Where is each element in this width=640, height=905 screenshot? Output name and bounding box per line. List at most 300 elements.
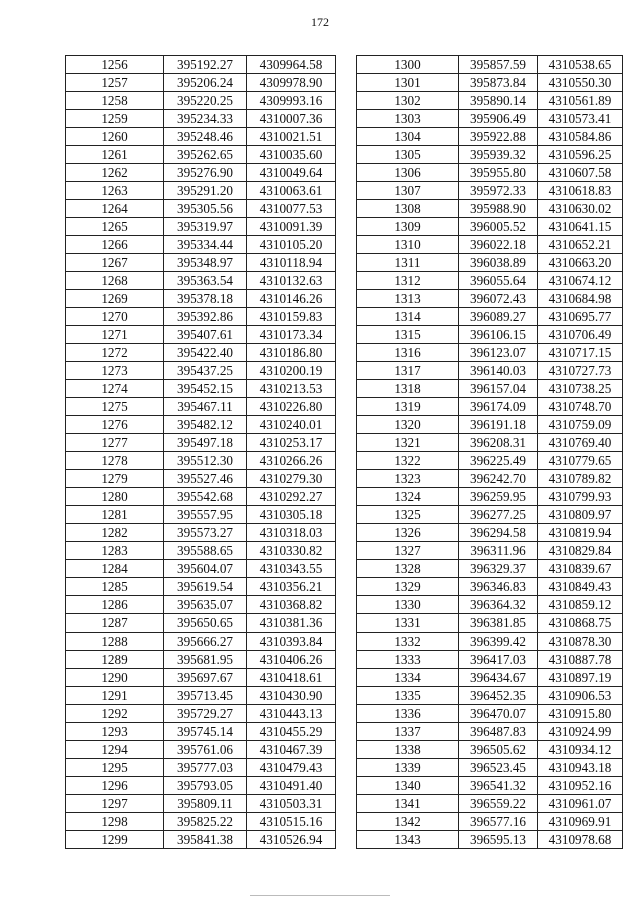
page-number: 172 (311, 15, 329, 29)
x-coordinate-cell: 395291.20 (164, 182, 247, 200)
table-row (66, 218, 336, 236)
y-coordinate-cell: 4310596.25 (538, 146, 623, 164)
table-row (66, 416, 336, 434)
coordinates-table-right (356, 55, 623, 849)
y-coordinate-cell: 4310684.98 (538, 290, 623, 308)
x-coordinate-cell: 395809.11 (164, 794, 247, 812)
table-row (357, 452, 623, 470)
x-coordinate-cell: 396470.07 (459, 704, 538, 722)
x-coordinate-cell: 395604.07 (164, 560, 247, 578)
x-coordinate-cell: 396434.67 (459, 668, 538, 686)
y-coordinate-cell: 4310550.30 (538, 74, 623, 92)
point-number-cell: 1321 (357, 434, 459, 452)
x-coordinate-cell: 395512.30 (164, 452, 247, 470)
table-row (357, 614, 623, 632)
point-number-cell: 1325 (357, 506, 459, 524)
point-number-cell: 1272 (66, 344, 164, 362)
point-number-cell: 1260 (66, 128, 164, 146)
y-coordinate-cell: 4310253.17 (247, 434, 336, 452)
x-coordinate-cell: 395955.80 (459, 164, 538, 182)
y-coordinate-cell: 4310159.83 (247, 308, 336, 326)
x-coordinate-cell: 395407.61 (164, 326, 247, 344)
point-number-cell: 1292 (66, 704, 164, 722)
y-coordinate-cell: 4310663.20 (538, 254, 623, 272)
y-coordinate-cell: 4310961.07 (538, 794, 623, 812)
x-coordinate-cell: 396022.18 (459, 236, 538, 254)
x-coordinate-cell: 396277.25 (459, 506, 538, 524)
point-number-cell: 1341 (357, 794, 459, 812)
x-coordinate-cell: 395666.27 (164, 632, 247, 650)
point-number-cell: 1259 (66, 110, 164, 128)
x-coordinate-cell: 395220.25 (164, 92, 247, 110)
y-coordinate-cell: 4310430.90 (247, 686, 336, 704)
x-coordinate-cell: 395305.56 (164, 200, 247, 218)
y-coordinate-cell: 4310330.82 (247, 542, 336, 560)
y-coordinate-cell: 4310318.03 (247, 524, 336, 542)
point-number-cell: 1312 (357, 272, 459, 290)
point-number-cell: 1317 (357, 362, 459, 380)
table-row (357, 326, 623, 344)
table-row (66, 614, 336, 632)
point-number-cell: 1276 (66, 416, 164, 434)
y-coordinate-cell: 4310618.83 (538, 182, 623, 200)
point-number-cell: 1322 (357, 452, 459, 470)
table-row (66, 830, 336, 848)
y-coordinate-cell: 4310759.09 (538, 416, 623, 434)
point-number-cell: 1269 (66, 290, 164, 308)
table-row (66, 506, 336, 524)
x-coordinate-cell: 395319.97 (164, 218, 247, 236)
x-coordinate-cell: 396072.43 (459, 290, 538, 308)
bottom-divider (250, 895, 390, 896)
table-row (357, 164, 623, 182)
point-number-cell: 1262 (66, 164, 164, 182)
x-coordinate-cell: 396140.03 (459, 362, 538, 380)
x-coordinate-cell: 395922.88 (459, 128, 538, 146)
y-coordinate-cell: 4310049.64 (247, 164, 336, 182)
point-number-cell: 1328 (357, 560, 459, 578)
table-row (357, 542, 623, 560)
table-row (66, 290, 336, 308)
x-coordinate-cell: 396311.96 (459, 542, 538, 560)
x-coordinate-cell: 395988.90 (459, 200, 538, 218)
table-row (357, 578, 623, 596)
table-row (66, 596, 336, 614)
x-coordinate-cell: 395793.05 (164, 776, 247, 794)
x-coordinate-cell: 395527.46 (164, 470, 247, 488)
table-row (66, 434, 336, 452)
y-coordinate-cell: 4310859.12 (538, 596, 623, 614)
y-coordinate-cell: 4310809.97 (538, 506, 623, 524)
y-coordinate-cell: 4310356.21 (247, 578, 336, 596)
point-number-cell: 1307 (357, 182, 459, 200)
y-coordinate-cell: 4310878.30 (538, 632, 623, 650)
point-number-cell: 1282 (66, 524, 164, 542)
y-coordinate-cell: 4310418.61 (247, 668, 336, 686)
table-row (66, 110, 336, 128)
table-row (357, 560, 623, 578)
point-number-cell: 1304 (357, 128, 459, 146)
point-number-cell: 1314 (357, 308, 459, 326)
table-row (66, 794, 336, 812)
table-row (357, 704, 623, 722)
y-coordinate-cell: 4310200.19 (247, 362, 336, 380)
point-number-cell: 1320 (357, 416, 459, 434)
x-coordinate-cell: 396346.83 (459, 578, 538, 596)
point-number-cell: 1329 (357, 578, 459, 596)
point-number-cell: 1264 (66, 200, 164, 218)
point-number-cell: 1318 (357, 380, 459, 398)
y-coordinate-cell: 4310943.18 (538, 758, 623, 776)
point-number-cell: 1265 (66, 218, 164, 236)
x-coordinate-cell: 396174.09 (459, 398, 538, 416)
table-row (66, 632, 336, 650)
y-coordinate-cell: 4309993.16 (247, 92, 336, 110)
y-coordinate-cell: 4310573.41 (538, 110, 623, 128)
table-row (357, 200, 623, 218)
y-coordinate-cell: 4310584.86 (538, 128, 623, 146)
table-row (66, 380, 336, 398)
point-number-cell: 1274 (66, 380, 164, 398)
x-coordinate-cell: 395248.46 (164, 128, 247, 146)
y-coordinate-cell: 4310748.70 (538, 398, 623, 416)
point-number-cell: 1291 (66, 686, 164, 704)
table-row (357, 290, 623, 308)
point-number-cell: 1334 (357, 668, 459, 686)
point-number-cell: 1343 (357, 830, 459, 848)
x-coordinate-cell: 395729.27 (164, 704, 247, 722)
x-coordinate-cell: 396157.04 (459, 380, 538, 398)
x-coordinate-cell: 396038.89 (459, 254, 538, 272)
y-coordinate-cell: 4310132.63 (247, 272, 336, 290)
point-number-cell: 1309 (357, 218, 459, 236)
y-coordinate-cell: 4310789.82 (538, 470, 623, 488)
y-coordinate-cell: 4310091.39 (247, 218, 336, 236)
y-coordinate-cell: 4310368.82 (247, 596, 336, 614)
x-coordinate-cell: 395588.65 (164, 542, 247, 560)
table-row (66, 488, 336, 506)
x-coordinate-cell: 395392.86 (164, 308, 247, 326)
y-coordinate-cell: 4310515.16 (247, 812, 336, 830)
point-number-cell: 1310 (357, 236, 459, 254)
y-coordinate-cell: 4310717.15 (538, 344, 623, 362)
point-number-cell: 1332 (357, 632, 459, 650)
x-coordinate-cell: 395573.27 (164, 524, 247, 542)
point-number-cell: 1290 (66, 668, 164, 686)
table-row (66, 128, 336, 146)
point-number-cell: 1305 (357, 146, 459, 164)
table-row (66, 740, 336, 758)
x-coordinate-cell: 395697.67 (164, 668, 247, 686)
table-row (66, 92, 336, 110)
y-coordinate-cell: 4309964.58 (247, 56, 336, 74)
table-row (66, 758, 336, 776)
point-number-cell: 1273 (66, 362, 164, 380)
y-coordinate-cell: 4310706.49 (538, 326, 623, 344)
point-number-cell: 1316 (357, 344, 459, 362)
table-row (66, 542, 336, 560)
point-number-cell: 1257 (66, 74, 164, 92)
x-coordinate-cell: 395467.11 (164, 398, 247, 416)
point-number-cell: 1337 (357, 722, 459, 740)
point-number-cell: 1266 (66, 236, 164, 254)
table-row (357, 758, 623, 776)
y-coordinate-cell: 4310641.15 (538, 218, 623, 236)
y-coordinate-cell: 4310240.01 (247, 416, 336, 434)
table-row (66, 236, 336, 254)
point-number-cell: 1281 (66, 506, 164, 524)
y-coordinate-cell: 4310007.36 (247, 110, 336, 128)
table-row (357, 74, 623, 92)
table-row (66, 362, 336, 380)
point-number-cell: 1339 (357, 758, 459, 776)
table-row (357, 812, 623, 830)
y-coordinate-cell: 4310406.26 (247, 650, 336, 668)
y-coordinate-cell: 4310021.51 (247, 128, 336, 146)
y-coordinate-cell: 4310491.40 (247, 776, 336, 794)
y-coordinate-cell: 4310849.43 (538, 578, 623, 596)
table-row (66, 254, 336, 272)
x-coordinate-cell: 395972.33 (459, 182, 538, 200)
x-coordinate-cell: 395542.68 (164, 488, 247, 506)
x-coordinate-cell: 396242.70 (459, 470, 538, 488)
table-row (66, 398, 336, 416)
y-coordinate-cell: 4310906.53 (538, 686, 623, 704)
x-coordinate-cell: 395276.90 (164, 164, 247, 182)
y-coordinate-cell: 4310969.91 (538, 812, 623, 830)
table-row (357, 524, 623, 542)
x-coordinate-cell: 396055.64 (459, 272, 538, 290)
x-coordinate-cell: 395681.95 (164, 650, 247, 668)
x-coordinate-cell: 395452.15 (164, 380, 247, 398)
x-coordinate-cell: 396123.07 (459, 344, 538, 362)
point-number-cell: 1285 (66, 578, 164, 596)
point-number-cell: 1300 (357, 56, 459, 74)
x-coordinate-cell: 396005.52 (459, 218, 538, 236)
table-row (66, 650, 336, 668)
point-number-cell: 1295 (66, 758, 164, 776)
x-coordinate-cell: 395825.22 (164, 812, 247, 830)
y-coordinate-cell: 4310607.58 (538, 164, 623, 182)
x-coordinate-cell: 396089.27 (459, 308, 538, 326)
table-row (357, 434, 623, 452)
point-number-cell: 1335 (357, 686, 459, 704)
y-coordinate-cell: 4310799.93 (538, 488, 623, 506)
y-coordinate-cell: 4310674.12 (538, 272, 623, 290)
table-row (66, 56, 336, 74)
table-row (66, 452, 336, 470)
y-coordinate-cell: 4310839.67 (538, 560, 623, 578)
y-coordinate-cell: 4310561.89 (538, 92, 623, 110)
table-row (357, 380, 623, 398)
table-row (66, 272, 336, 290)
x-coordinate-cell: 396452.35 (459, 686, 538, 704)
table-row (357, 794, 623, 812)
y-coordinate-cell: 4310727.73 (538, 362, 623, 380)
x-coordinate-cell: 395437.25 (164, 362, 247, 380)
x-coordinate-cell: 396595.13 (459, 830, 538, 848)
point-number-cell: 1338 (357, 740, 459, 758)
point-number-cell: 1293 (66, 722, 164, 740)
x-coordinate-cell: 396259.95 (459, 488, 538, 506)
x-coordinate-cell: 395497.18 (164, 434, 247, 452)
point-number-cell: 1330 (357, 596, 459, 614)
table-row (357, 344, 623, 362)
point-number-cell: 1311 (357, 254, 459, 272)
y-coordinate-cell: 4310292.27 (247, 488, 336, 506)
coordinates-table-left (65, 55, 336, 849)
y-coordinate-cell: 4310978.68 (538, 830, 623, 848)
point-number-cell: 1278 (66, 452, 164, 470)
y-coordinate-cell: 4310077.53 (247, 200, 336, 218)
y-coordinate-cell: 4310226.80 (247, 398, 336, 416)
table-row (66, 722, 336, 740)
table-row (66, 560, 336, 578)
point-number-cell: 1267 (66, 254, 164, 272)
y-coordinate-cell: 4310695.77 (538, 308, 623, 326)
y-coordinate-cell: 4310173.34 (247, 326, 336, 344)
x-coordinate-cell: 395761.06 (164, 740, 247, 758)
table-row (357, 254, 623, 272)
point-number-cell: 1324 (357, 488, 459, 506)
table-row (357, 506, 623, 524)
point-number-cell: 1283 (66, 542, 164, 560)
table-row (357, 182, 623, 200)
table-row (357, 488, 623, 506)
point-number-cell: 1306 (357, 164, 459, 182)
point-number-cell: 1297 (66, 794, 164, 812)
x-coordinate-cell: 395262.65 (164, 146, 247, 164)
y-coordinate-cell: 4310924.99 (538, 722, 623, 740)
x-coordinate-cell: 395650.65 (164, 614, 247, 632)
point-number-cell: 1286 (66, 596, 164, 614)
point-number-cell: 1303 (357, 110, 459, 128)
point-number-cell: 1308 (357, 200, 459, 218)
table-row (357, 398, 623, 416)
table-row (66, 74, 336, 92)
table-row (357, 128, 623, 146)
table-row (66, 812, 336, 830)
y-coordinate-cell: 4310118.94 (247, 254, 336, 272)
point-number-cell: 1331 (357, 614, 459, 632)
table-row (357, 308, 623, 326)
y-coordinate-cell: 4310105.20 (247, 236, 336, 254)
y-coordinate-cell: 4310266.26 (247, 452, 336, 470)
point-number-cell: 1327 (357, 542, 459, 560)
point-number-cell: 1340 (357, 776, 459, 794)
table-row (66, 470, 336, 488)
y-coordinate-cell: 4310443.13 (247, 704, 336, 722)
y-coordinate-cell: 4310819.94 (538, 524, 623, 542)
x-coordinate-cell: 396523.45 (459, 758, 538, 776)
y-coordinate-cell: 4310769.40 (538, 434, 623, 452)
table-row (357, 668, 623, 686)
point-number-cell: 1301 (357, 74, 459, 92)
x-coordinate-cell: 395482.12 (164, 416, 247, 434)
table-row (66, 686, 336, 704)
table-row (357, 470, 623, 488)
point-number-cell: 1279 (66, 470, 164, 488)
table-row (357, 272, 623, 290)
table-row (357, 722, 623, 740)
x-coordinate-cell: 395619.54 (164, 578, 247, 596)
x-coordinate-cell: 396106.15 (459, 326, 538, 344)
table-row (357, 146, 623, 164)
table-row (357, 362, 623, 380)
y-coordinate-cell: 4310146.26 (247, 290, 336, 308)
x-coordinate-cell: 395635.07 (164, 596, 247, 614)
point-number-cell: 1288 (66, 632, 164, 650)
y-coordinate-cell: 4310467.39 (247, 740, 336, 758)
x-coordinate-cell: 395378.18 (164, 290, 247, 308)
point-number-cell: 1323 (357, 470, 459, 488)
table-row (66, 704, 336, 722)
table-row (357, 632, 623, 650)
point-number-cell: 1263 (66, 182, 164, 200)
x-coordinate-cell: 395841.38 (164, 830, 247, 848)
y-coordinate-cell: 4310305.18 (247, 506, 336, 524)
x-coordinate-cell: 395422.40 (164, 344, 247, 362)
y-coordinate-cell: 4310279.30 (247, 470, 336, 488)
y-coordinate-cell: 4310738.25 (538, 380, 623, 398)
point-number-cell: 1294 (66, 740, 164, 758)
y-coordinate-cell: 4310887.78 (538, 650, 623, 668)
point-number-cell: 1258 (66, 92, 164, 110)
table-row (66, 326, 336, 344)
x-coordinate-cell: 396329.37 (459, 560, 538, 578)
x-coordinate-cell: 396559.22 (459, 794, 538, 812)
table-row (66, 164, 336, 182)
point-number-cell: 1268 (66, 272, 164, 290)
point-number-cell: 1333 (357, 650, 459, 668)
table-row (66, 308, 336, 326)
x-coordinate-cell: 395857.59 (459, 56, 538, 74)
point-number-cell: 1296 (66, 776, 164, 794)
x-coordinate-cell: 395206.24 (164, 74, 247, 92)
x-coordinate-cell: 395890.14 (459, 92, 538, 110)
y-coordinate-cell: 4310393.84 (247, 632, 336, 650)
y-coordinate-cell: 4310381.36 (247, 614, 336, 632)
table-row (66, 344, 336, 362)
point-number-cell: 1256 (66, 56, 164, 74)
x-coordinate-cell: 395906.49 (459, 110, 538, 128)
point-number-cell: 1302 (357, 92, 459, 110)
x-coordinate-cell: 396381.85 (459, 614, 538, 632)
y-coordinate-cell: 4310479.43 (247, 758, 336, 776)
table-row (357, 416, 623, 434)
x-coordinate-cell: 396191.18 (459, 416, 538, 434)
table-row (66, 668, 336, 686)
point-number-cell: 1287 (66, 614, 164, 632)
y-coordinate-cell: 4310630.02 (538, 200, 623, 218)
y-coordinate-cell: 4310186.80 (247, 344, 336, 362)
y-coordinate-cell: 4310063.61 (247, 182, 336, 200)
table-row (357, 236, 623, 254)
table-row (66, 182, 336, 200)
table-row (357, 596, 623, 614)
table-row (66, 146, 336, 164)
point-number-cell: 1336 (357, 704, 459, 722)
table-row (66, 776, 336, 794)
y-coordinate-cell: 4310829.84 (538, 542, 623, 560)
x-coordinate-cell: 396541.32 (459, 776, 538, 794)
point-number-cell: 1280 (66, 488, 164, 506)
y-coordinate-cell: 4310952.16 (538, 776, 623, 794)
y-coordinate-cell: 4310455.29 (247, 722, 336, 740)
point-number-cell: 1299 (66, 830, 164, 848)
y-coordinate-cell: 4310652.21 (538, 236, 623, 254)
x-coordinate-cell: 395745.14 (164, 722, 247, 740)
